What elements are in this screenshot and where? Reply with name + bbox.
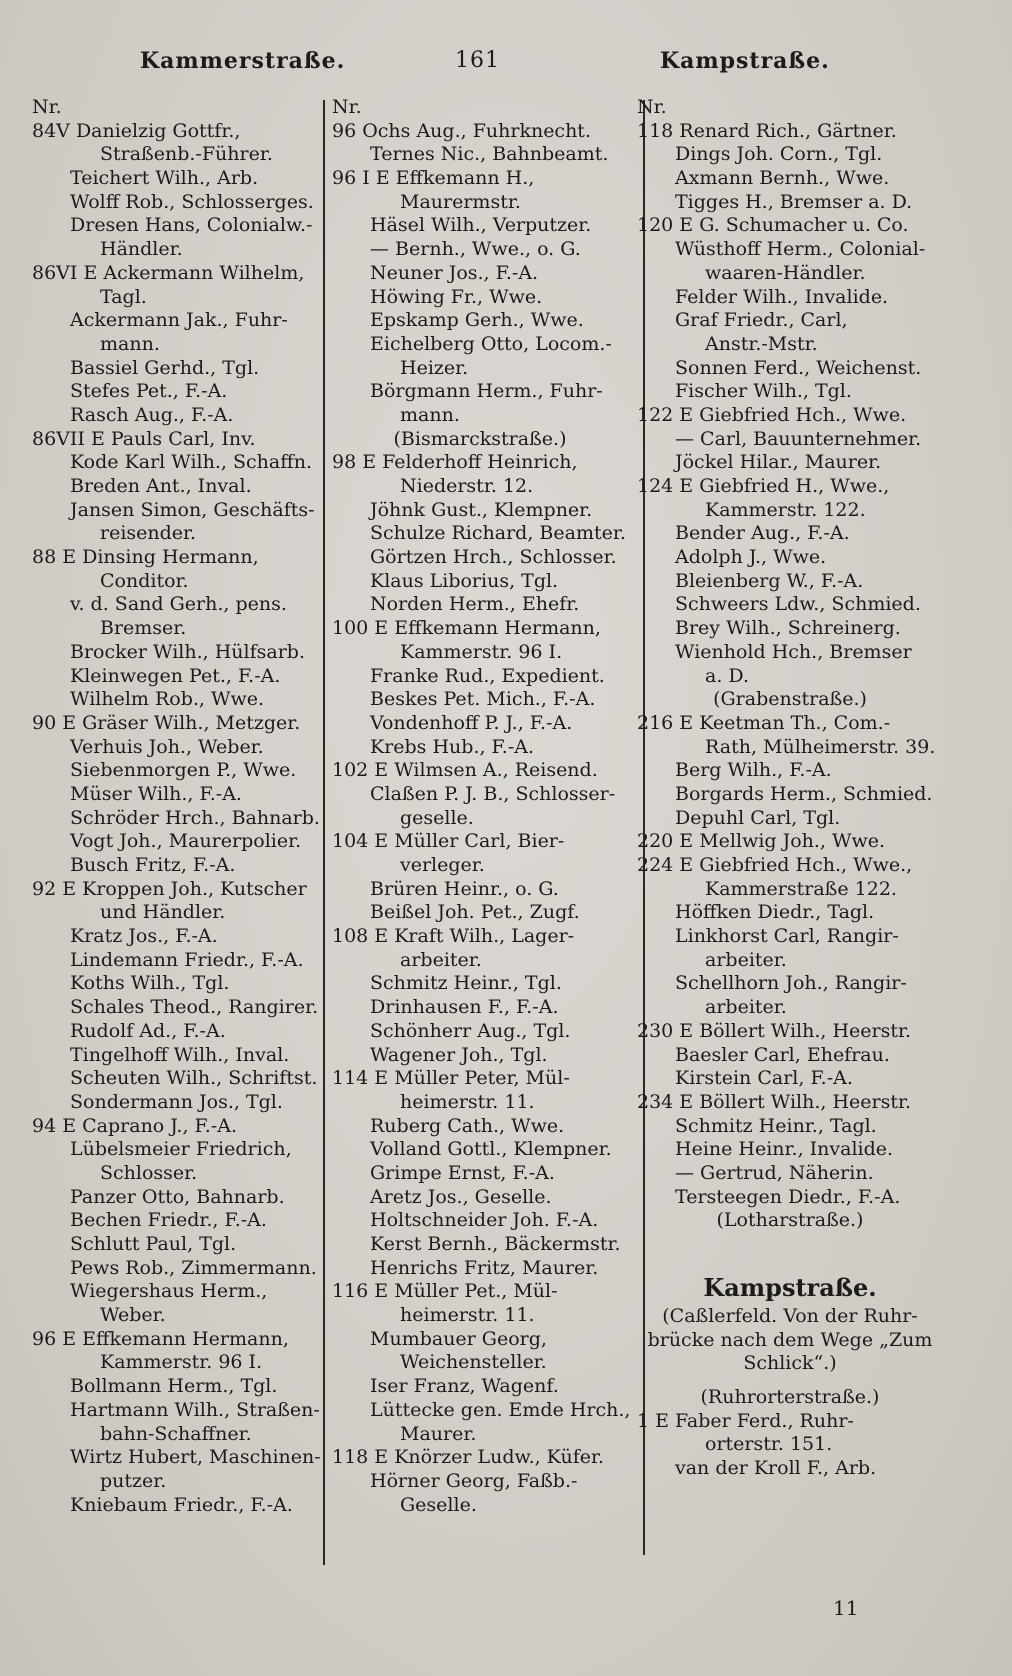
directory-entry-line: Hartmann Wilh., Straßen-	[70, 1398, 320, 1421]
directory-entry-line: Stefes Pet., F.-A.	[70, 380, 228, 403]
directory-entry-line: Beißel Joh. Pet., Zugf.	[370, 901, 580, 924]
directory-entry-line: Wagener Joh., Tgl.	[370, 1043, 548, 1066]
directory-entry-line: Koths Wilh., Tgl.	[70, 972, 230, 995]
cross-street-heading: (Grabenstraße.)	[713, 688, 867, 711]
directory-entry-line: Drinhausen F., F.-A.	[370, 996, 559, 1019]
directory-entry-line: Mumbauer Georg,	[370, 1327, 547, 1350]
directory-entry-line: Lindemann Friedr., F.-A.	[70, 948, 304, 971]
directory-entry-line: Norden Herm., Ehefr.	[370, 593, 580, 616]
directory-entry-line: Busch Fritz, F.-A.	[70, 854, 236, 876]
directory-entry-line: Börgmann Herm., Fuhr-	[370, 380, 603, 403]
directory-entry-line: Klaus Liborius, Tgl.	[370, 569, 559, 592]
directory-entry-line: Claßen P. J. B., Schlosser-	[370, 782, 616, 805]
directory-entry-line: 102 E Wilmsen A., Reisend.	[332, 759, 598, 782]
directory-entry-line: Eichelberg Otto, Locom.-	[370, 332, 612, 355]
directory-entry-line: van der Kroll F., Arb.	[675, 1457, 877, 1480]
directory-entry-line: Wienhold Hch., Bremser	[675, 640, 912, 663]
directory-entry-line: arbeiter.	[400, 948, 482, 971]
section-desc-line: (Caßlerfeld. Von der Ruhr-	[662, 1305, 918, 1327]
directory-entry-line: Brey Wilh., Schreinerg.	[675, 617, 901, 640]
directory-entry-line: Bollmann Herm., Tgl.	[70, 1375, 278, 1398]
directory-entry-line: Höwing Fr., Wwe.	[370, 285, 543, 308]
directory-entry-line: Heizer.	[400, 356, 469, 379]
directory-entry-line: Kammerstr. 96 I.	[400, 640, 563, 663]
directory-entry-line: Wiegershaus Herm.,	[70, 1280, 268, 1303]
directory-entry-line: 96 E Effkemann Hermann,	[32, 1327, 289, 1350]
section-title: Kampstraße.	[703, 1273, 877, 1302]
directory-entry-line: 224 E Giebfried Hch., Wwe.,	[637, 854, 913, 876]
directory-entry-line: Brüren Heinr., o. G.	[370, 877, 559, 900]
directory-entry-line: Schmitz Heinr., Tgl.	[370, 972, 562, 995]
directory-entry-line: Bremser.	[100, 617, 187, 640]
header-right-street: Kampstraße.	[660, 48, 830, 74]
directory-entry-line: Volland Gottl., Klempner.	[370, 1138, 612, 1161]
directory-entry-line: Fischer Wilh., Tgl.	[675, 380, 852, 403]
directory-entry-line: Wirtz Hubert, Maschinen-	[70, 1446, 321, 1469]
directory-entry-line: 100 E Effkemann Hermann,	[332, 617, 601, 640]
directory-entry-line: Adolph J., Wwe.	[675, 546, 827, 569]
directory-entry-line: orterstr. 151.	[705, 1433, 833, 1456]
directory-entry-line: Jöckel Hilar., Maurer.	[675, 451, 882, 474]
directory-entry-line: arbeiter.	[705, 996, 787, 1019]
directory-entry-line: Linkhorst Carl, Rangir-	[675, 925, 899, 948]
directory-entry-line: mann.	[100, 332, 160, 355]
directory-entry-line: Jöhnk Gust., Klempner.	[370, 498, 593, 521]
directory-entry-line: Wüsthoff Herm., Colonial-	[675, 238, 926, 261]
directory-entry-line: heimerstr. 11.	[400, 1090, 535, 1113]
directory-entry-line: Ackermann Jak., Fuhr-	[70, 309, 288, 332]
directory-entry-line: Brocker Wilh., Hülfsarb.	[70, 640, 305, 663]
directory-entry-line: Maurermstr.	[400, 190, 521, 213]
directory-entry-line: Kode Karl Wilh., Schaffn.	[70, 451, 312, 474]
directory-entry-line: — Carl, Bauunternehmer.	[675, 427, 922, 450]
directory-entry-line: Kleinwegen Pet., F.-A.	[70, 664, 281, 687]
directory-entry-line: a. D.	[705, 664, 750, 687]
signature-mark: 11	[833, 1596, 859, 1620]
directory-entry-line: Lübelsmeier Friedrich,	[70, 1138, 292, 1161]
directory-entry-line: Epskamp Gerh., Wwe.	[370, 309, 584, 332]
directory-entry-line: Iser Franz, Wagenf.	[370, 1375, 559, 1398]
directory-entry-line: Krebs Hub., F.-A.	[370, 735, 535, 758]
directory-entry-line: und Händler.	[100, 901, 226, 924]
directory-entry-line: Wilhelm Rob., Wwe.	[70, 688, 265, 711]
directory-entry-line: Kammerstraße 122.	[705, 877, 897, 900]
directory-entry-line: Breden Ant., Inval.	[70, 475, 252, 497]
directory-entry-line: Bassiel Gerhd., Tgl.	[70, 356, 260, 379]
directory-entry-line: Axmann Bernh., Wwe.	[675, 167, 890, 190]
directory-entry-line: Tigges H., Bremser a. D.	[675, 190, 913, 213]
directory-entry-line: Häsel Wilh., Verputzer.	[370, 214, 592, 237]
directory-entry-line: 116 E Müller Pet., Mül-	[332, 1280, 558, 1303]
directory-entry-line: Kratz Jos., F.-A.	[70, 925, 218, 948]
directory-entry-line: Ruberg Cath., Wwe.	[370, 1114, 565, 1137]
directory-entry-line: geselle.	[400, 806, 474, 829]
directory-entry-line: waaren-Händler.	[705, 261, 866, 284]
directory-entry-line: Berg Wilh., F.-A.	[675, 759, 832, 782]
directory-entry-line: Tagl.	[100, 285, 147, 308]
directory-entry-line: Müser Wilh., F.-A.	[70, 782, 242, 805]
directory-entry-line: Bechen Friedr., F.-A.	[70, 1209, 267, 1232]
directory-entry-line: Lüttecke gen. Emde Hrch.,	[370, 1398, 631, 1421]
directory-entry-line: Vogt Joh., Maurerpolier.	[70, 830, 302, 853]
directory-entry-line: Holtschneider Joh. F.-A.	[370, 1209, 599, 1232]
directory-entry-line: heimerstr. 11.	[400, 1304, 535, 1327]
directory-entry-line: Kniebaum Friedr., F.-A.	[70, 1493, 293, 1516]
section-subheading: (Ruhrorterstraße.)	[700, 1386, 880, 1409]
directory-entry-line: — Gertrud, Näherin.	[675, 1161, 874, 1184]
directory-entry-line: 234 E Böllert Wilh., Heerstr.	[637, 1090, 912, 1113]
directory-entry-line: 88 E Dinsing Hermann,	[32, 546, 259, 569]
directory-entry-line: Hörner Georg, Faßb.-	[370, 1469, 578, 1492]
directory-entry-line: verleger.	[400, 854, 485, 876]
directory-entry-line: 104 E Müller Carl, Bier-	[332, 830, 565, 853]
section-desc-line: brücke nach dem Wege „Zum	[647, 1328, 933, 1351]
directory-entry-line: Schönherr Aug., Tgl.	[370, 1019, 571, 1042]
directory-entry-line: Niederstr. 12.	[400, 475, 534, 497]
directory-entry-line: Görtzen Hrch., Schlosser.	[370, 546, 617, 569]
directory-entry-line: Kerst Bernh., Bäckermstr.	[370, 1233, 621, 1255]
directory-entry-line: Beskes Pet. Mich., F.-A.	[370, 688, 596, 711]
directory-entry-line: Baesler Carl, Ehefrau.	[675, 1043, 890, 1066]
directory-entry-line: Schlosser.	[100, 1161, 198, 1184]
directory-entry-line: Rudolf Ad., F.-A.	[70, 1019, 226, 1042]
column-2	[332, 96, 631, 1517]
directory-entry-line: Kirstein Carl, F.-A.	[675, 1067, 853, 1090]
column-1	[32, 96, 324, 1517]
page-number: 161	[455, 48, 500, 73]
directory-entry-line: Sonnen Ferd., Weichenst.	[675, 356, 922, 379]
directory-entry-line: Pews Rob., Zimmermann.	[70, 1256, 317, 1279]
column-label: Nr.	[332, 96, 362, 118]
directory-entry-line: Schlutt Paul, Tgl.	[70, 1233, 237, 1255]
directory-entry-line: Vondenhoff P. J., F.-A.	[370, 711, 573, 734]
directory-entry-line: Depuhl Carl, Tgl.	[675, 806, 841, 829]
column-3	[637, 96, 943, 1481]
directory-entry-line: 98 E Felderhoff Heinrich,	[332, 451, 578, 474]
cross-street-heading: (Lotharstraße.)	[716, 1209, 864, 1232]
directory-entry-line: Schweers Ldw., Schmied.	[675, 593, 921, 616]
directory-entry-line: Kammerstr. 122.	[705, 498, 866, 521]
directory-entry-line: Graf Friedr., Carl,	[675, 309, 848, 332]
directory-entry-line: Felder Wilh., Invalide.	[675, 285, 889, 308]
directory-entry-line: v. d. Sand Gerh., pens.	[70, 593, 287, 616]
directory-entry-line: bahn-Schaffner.	[100, 1422, 252, 1445]
directory-entry-line: Sondermann Jos., Tgl.	[70, 1090, 283, 1113]
directory-entry-line: Maurer.	[400, 1422, 477, 1445]
directory-entry-line: Weber.	[100, 1304, 166, 1327]
directory-entry-line: 96 I E Effkemann H.,	[332, 167, 535, 190]
directory-entry-line: Geselle.	[400, 1493, 477, 1516]
directory-entry-line: Tingelhoff Wilh., Inval.	[70, 1043, 290, 1066]
directory-entry-line: mann.	[400, 403, 460, 426]
directory-entry-line: Jansen Simon, Geschäfts-	[70, 498, 315, 521]
directory-entry-line: — Bernh., Wwe., o. G.	[370, 238, 581, 261]
directory-entry-line: Rasch Aug., F.-A.	[70, 403, 234, 426]
directory-entry-line: 124 E Giebfried H., Wwe.,	[637, 475, 890, 497]
directory-entry-line: Tersteegen Diedr., F.-A.	[675, 1185, 901, 1208]
directory-entry-line: 86VII E Pauls Carl, Inv.	[32, 427, 256, 450]
directory-entry-line: Neuner Jos., F.-A.	[370, 261, 539, 284]
directory-entry-line: 120 E G. Schumacher u. Co.	[637, 214, 909, 237]
directory-entry-line: Wolff Rob., Schlosserges.	[70, 190, 314, 213]
directory-entry-line: Weichensteller.	[400, 1351, 547, 1374]
directory-entry-line: 118 E Knörzer Ludw., Küfer.	[332, 1446, 605, 1469]
directory-entry-line: Panzer Otto, Bahnarb.	[70, 1185, 285, 1208]
directory-entry-line: Schulze Richard, Beamter.	[370, 522, 626, 545]
directory-entry-line: Grimpe Ernst, F.-A.	[370, 1161, 555, 1184]
directory-entry-line: Heine Heinr., Invalide.	[675, 1138, 894, 1161]
directory-entry-line: 92 E Kroppen Joh., Kutscher	[32, 877, 307, 900]
directory-entry-line: 122 E Giebfried Hch., Wwe.	[637, 403, 907, 426]
directory-entry-line: 108 E Kraft Wilh., Lager-	[332, 925, 575, 948]
directory-entry-line: 118 Renard Rich., Gärtner.	[637, 119, 897, 142]
directory-entry-line: Henrichs Fritz, Maurer.	[370, 1256, 599, 1279]
directory-entry-line: Dings Joh. Corn., Tgl.	[675, 143, 883, 166]
directory-entry-line: Schales Theod., Rangirer.	[70, 996, 319, 1019]
directory-entry-line: 94 E Caprano J., F.-A.	[32, 1114, 237, 1137]
directory-entry-line: Anstr.-Mstr.	[705, 332, 818, 355]
directory-entry-line: Verhuis Joh., Weber.	[70, 735, 264, 758]
directory-entry-line: 86VI E Ackermann Wilhelm,	[32, 261, 305, 284]
directory-entry-line: Franke Rud., Expedient.	[370, 664, 605, 687]
directory-entry-line: Conditor.	[100, 569, 189, 592]
directory-entry-line: Ternes Nic., Bahnbeamt.	[370, 143, 609, 166]
directory-entry-line: 90 E Gräser Wilh., Metzger.	[32, 711, 301, 734]
header-left-street: Kammerstraße.	[140, 48, 346, 74]
directory-entry-line: Bleienberg W., F.-A.	[675, 569, 864, 592]
directory-entry-line: 84V Danielzig Gottfr.,	[32, 119, 241, 142]
directory-entry-line: 230 E Böllert Wilh., Heerstr.	[637, 1019, 912, 1042]
directory-entry-line: Höffken Diedr., Tagl.	[675, 901, 875, 924]
directory-entry-line: Straßenb.-Führer.	[100, 143, 273, 166]
directory-entry-line: 216 E Keetman Th., Com.-	[637, 711, 891, 734]
column-label: Nr.	[32, 96, 62, 118]
directory-entry-line: 114 E Müller Peter, Mül-	[332, 1067, 570, 1090]
directory-entry-line: Schmitz Heinr., Tagl.	[675, 1114, 877, 1137]
directory-entry-line: putzer.	[100, 1469, 167, 1492]
directory-entry-line: 96 Ochs Aug., Fuhrknecht.	[332, 119, 591, 142]
directory-entry-line: Aretz Jos., Geselle.	[370, 1185, 552, 1208]
directory-entry-line: Scheuten Wilh., Schriftst.	[70, 1067, 318, 1090]
directory-entry-line: Schröder Hrch., Bahnarb.	[70, 806, 320, 829]
directory-entry-line: Teichert Wilh., Arb.	[70, 167, 259, 190]
directory-entry-line: Schellhorn Joh., Rangir-	[675, 972, 907, 995]
directory-entry-line: reisender.	[100, 522, 197, 545]
directory-entry-line: Borgards Herm., Schmied.	[675, 782, 933, 805]
directory-entry-line: Dresen Hans, Colonialw.-	[70, 214, 313, 237]
section-desc-line: Schlick“.)	[743, 1352, 837, 1375]
directory-entry-line: Rath, Mülheimerstr. 39.	[705, 735, 936, 758]
directory-entry-line: 1 E Faber Ferd., Ruhr-	[637, 1409, 854, 1432]
directory-entry-line: Händler.	[100, 238, 183, 261]
page-header	[0, 48, 1012, 88]
directory-entry-line: Bender Aug., F.-A.	[675, 522, 850, 545]
directory-entry-line: Siebenmorgen P., Wwe.	[70, 759, 297, 782]
cross-street-heading: (Bismarckstraße.)	[393, 427, 567, 450]
directory-entry-line: arbeiter.	[705, 948, 787, 971]
directory-entry-line: 220 E Mellwig Joh., Wwe.	[637, 830, 886, 853]
column-label: Nr.	[637, 96, 667, 118]
directory-entry-line: Kammerstr. 96 I.	[100, 1351, 263, 1374]
